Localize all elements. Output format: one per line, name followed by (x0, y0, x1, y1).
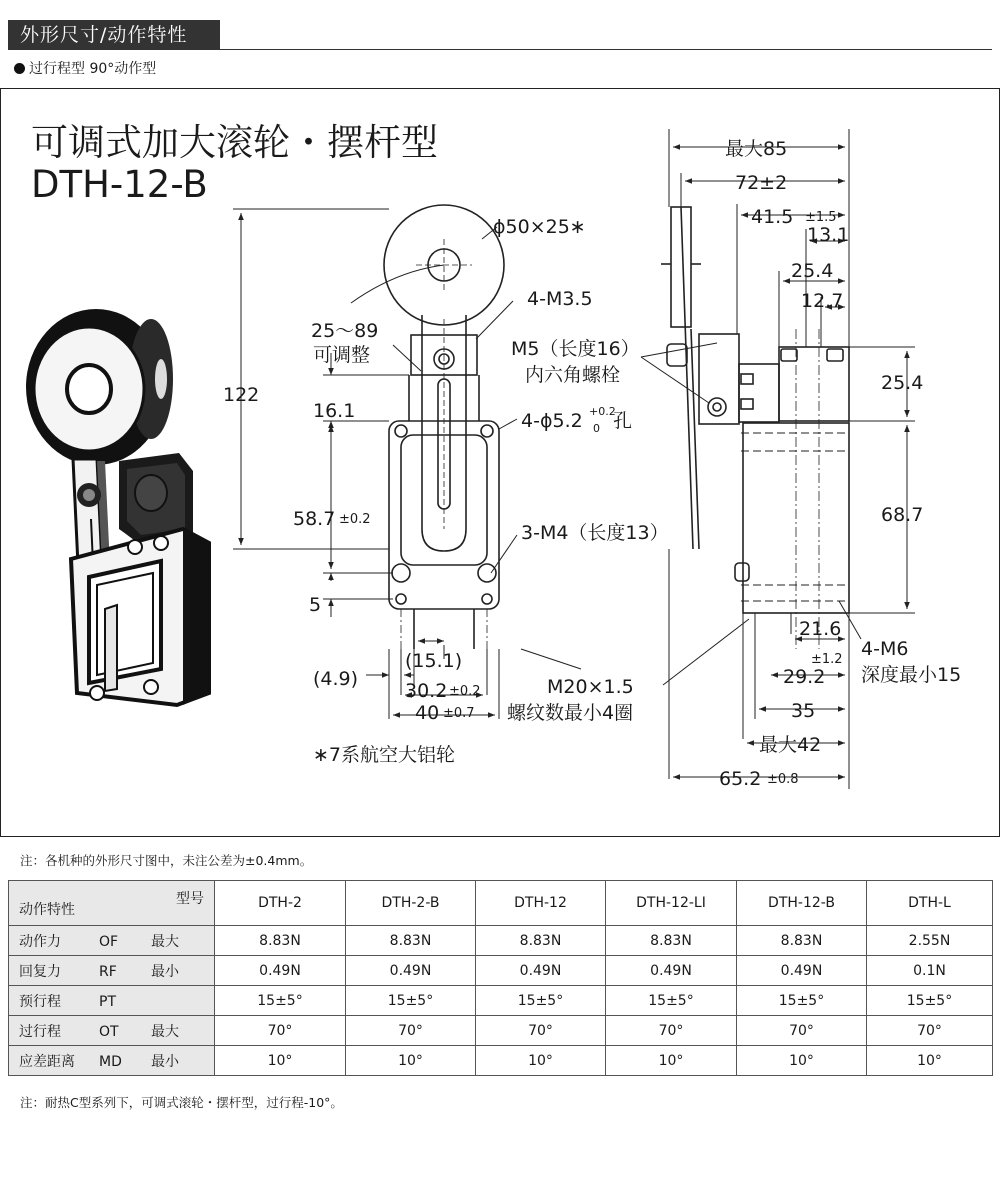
dimension-29-2: 29.2 (783, 666, 826, 688)
table-cell: 0.49N (346, 956, 476, 986)
dimension-12-7: 12.7 (801, 290, 844, 312)
dimension-max42: 最大42 (759, 734, 822, 756)
hex-bolt-spec: M5（长度16） (511, 338, 640, 360)
table-cell: 10° (476, 1046, 606, 1076)
dimension-122: 122 (223, 384, 260, 406)
section-title: 外形尺寸/动作特性 (8, 20, 220, 50)
m4-label: 3-M4（长度13） (521, 522, 669, 544)
subtitle (14, 60, 156, 78)
dimension-72: 72±2 (735, 172, 788, 194)
table-row (9, 1016, 993, 1046)
table-cell: 15±5° (346, 986, 476, 1016)
row-header: 预行程 PT (9, 986, 215, 1016)
table-cell: 10° (346, 1046, 476, 1076)
table-cell: 70° (346, 1016, 476, 1046)
table-cell: 70° (867, 1016, 993, 1046)
roller-footnote: ∗7系航空大铝轮 (313, 744, 456, 766)
subtitle-text: 过行程型 90°动作型 (29, 61, 157, 77)
adjust-range: 25～89 (311, 320, 379, 342)
table-cell: 15±5° (737, 986, 867, 1016)
row-header: 动作力 OF 最大 (9, 926, 215, 956)
table-cell: 10° (215, 1046, 346, 1076)
row-header: 应差距离 MD 最小 (9, 1046, 215, 1076)
table-cell: 15±5° (606, 986, 737, 1016)
screw-m35-label: 4-M3.5 (527, 288, 593, 310)
table-cell: 10° (606, 1046, 737, 1076)
roller-dimension: ϕ50×25∗ (493, 216, 586, 238)
model-header: 型号 (176, 891, 204, 907)
table-cell: 10° (737, 1046, 867, 1076)
table-cell: 15±5° (476, 986, 606, 1016)
table-cell: 10° (867, 1046, 993, 1076)
tolerance-30-2: ±0.2 (449, 684, 481, 699)
table-cell: 15±5° (867, 986, 993, 1016)
hole-suffix: 孔 (613, 410, 633, 432)
spec-table (8, 880, 993, 1076)
front-dimensions (233, 209, 581, 719)
table-cell: 70° (606, 1016, 737, 1046)
product-model: DTH-12-B (31, 163, 208, 206)
tolerance-40: ±0.7 (443, 706, 475, 721)
product-illustration (26, 309, 209, 705)
dimension-25-4-side: 25.4 (881, 372, 924, 394)
model-column: DTH-L (867, 881, 993, 926)
table-cell: 70° (737, 1016, 867, 1046)
drawing-frame (0, 88, 1000, 837)
header-rule (8, 49, 992, 50)
hex-bolt-label: 内六角螺栓 (525, 364, 621, 386)
dimension-13-1: 13.1 (807, 224, 850, 246)
dimension-max85: 最大85 (725, 138, 788, 160)
table-cell: 8.83N (737, 926, 867, 956)
adjust-label: 可调整 (313, 344, 371, 366)
dimension-4-9: (4.9) (313, 668, 359, 690)
table-corner (9, 881, 215, 926)
table-row (9, 926, 993, 956)
dimension-5: 5 (309, 594, 322, 616)
model-column: DTH-12 (476, 881, 606, 926)
table-cell: 15±5° (215, 986, 346, 1016)
hole-tolerance-upper: +0.2 (589, 405, 616, 418)
table-cell: 0.1N (867, 956, 993, 986)
dimension-40: 40 (415, 702, 440, 724)
mounting-hole-label: 4-ϕ5.2 (521, 410, 583, 432)
dimension-65-2: 65.2 (719, 768, 762, 790)
table-cell: 8.83N (346, 926, 476, 956)
thread-note: 螺纹数最小4圈 (507, 702, 634, 724)
tolerance-41-5: ±1.5 (805, 210, 837, 225)
characteristics-header: 动作特性 (19, 902, 75, 918)
product-title: 可调式加大滚轮・摆杆型 (31, 121, 438, 164)
table-cell: 70° (476, 1016, 606, 1046)
m6-label: 4-M6 (861, 638, 909, 660)
row-header: 过行程 OT 最大 (9, 1016, 215, 1046)
dimension-drawing (1, 89, 1000, 838)
table-cell: 0.49N (737, 956, 867, 986)
dimension-35: 35 (791, 700, 816, 722)
dimension-68-7: 68.7 (881, 504, 924, 526)
table-row (9, 956, 993, 986)
table-cell: 0.49N (476, 956, 606, 986)
table-row (9, 1046, 993, 1076)
table-cell: 2.55N (867, 926, 993, 956)
table-cell: 70° (215, 1016, 346, 1046)
table-cell: 8.83N (476, 926, 606, 956)
hole-tolerance-lower: 0 (593, 422, 600, 435)
tolerance-note: 注：各机种的外形尺寸图中，未注公差为±0.4mm。 (20, 853, 313, 868)
dimension-58-7: 58.7 (293, 508, 336, 530)
tolerance-65-2: ±0.8 (767, 772, 799, 787)
model-column: DTH-12-LI (606, 881, 737, 926)
dimension-25-4-top: 25.4 (791, 260, 834, 282)
model-column: DTH-2-B (346, 881, 476, 926)
model-column: DTH-2 (215, 881, 346, 926)
table-cell: 0.49N (606, 956, 737, 986)
table-cell: 0.49N (215, 956, 346, 986)
dimension-16-1: 16.1 (313, 400, 356, 422)
m6-depth: 深度最小15 (861, 664, 962, 686)
row-header: 回复力 RF 最小 (9, 956, 215, 986)
tolerance-29-2: ±1.2 (811, 652, 843, 667)
table-cell: 8.83N (606, 926, 737, 956)
dimension-30-2: 30.2 (405, 680, 448, 702)
tolerance-58-7: ±0.2 (339, 512, 371, 527)
bottom-note: 注：耐热C型系列下，可调式滚轮・摆杆型，过行程-10°。 (20, 1095, 343, 1110)
table-cell: 8.83N (215, 926, 346, 956)
dimension-15-1: (15.1) (405, 650, 463, 672)
dimension-21-6: 21.6 (799, 618, 842, 640)
dimension-41-5: 41.5 (751, 206, 794, 228)
front-view (351, 205, 504, 689)
thread-spec: M20×1.5 (547, 676, 634, 698)
bullet-icon (14, 63, 25, 74)
table-row (9, 986, 993, 1016)
table-header-row (9, 881, 993, 926)
model-column: DTH-12-B (737, 881, 867, 926)
